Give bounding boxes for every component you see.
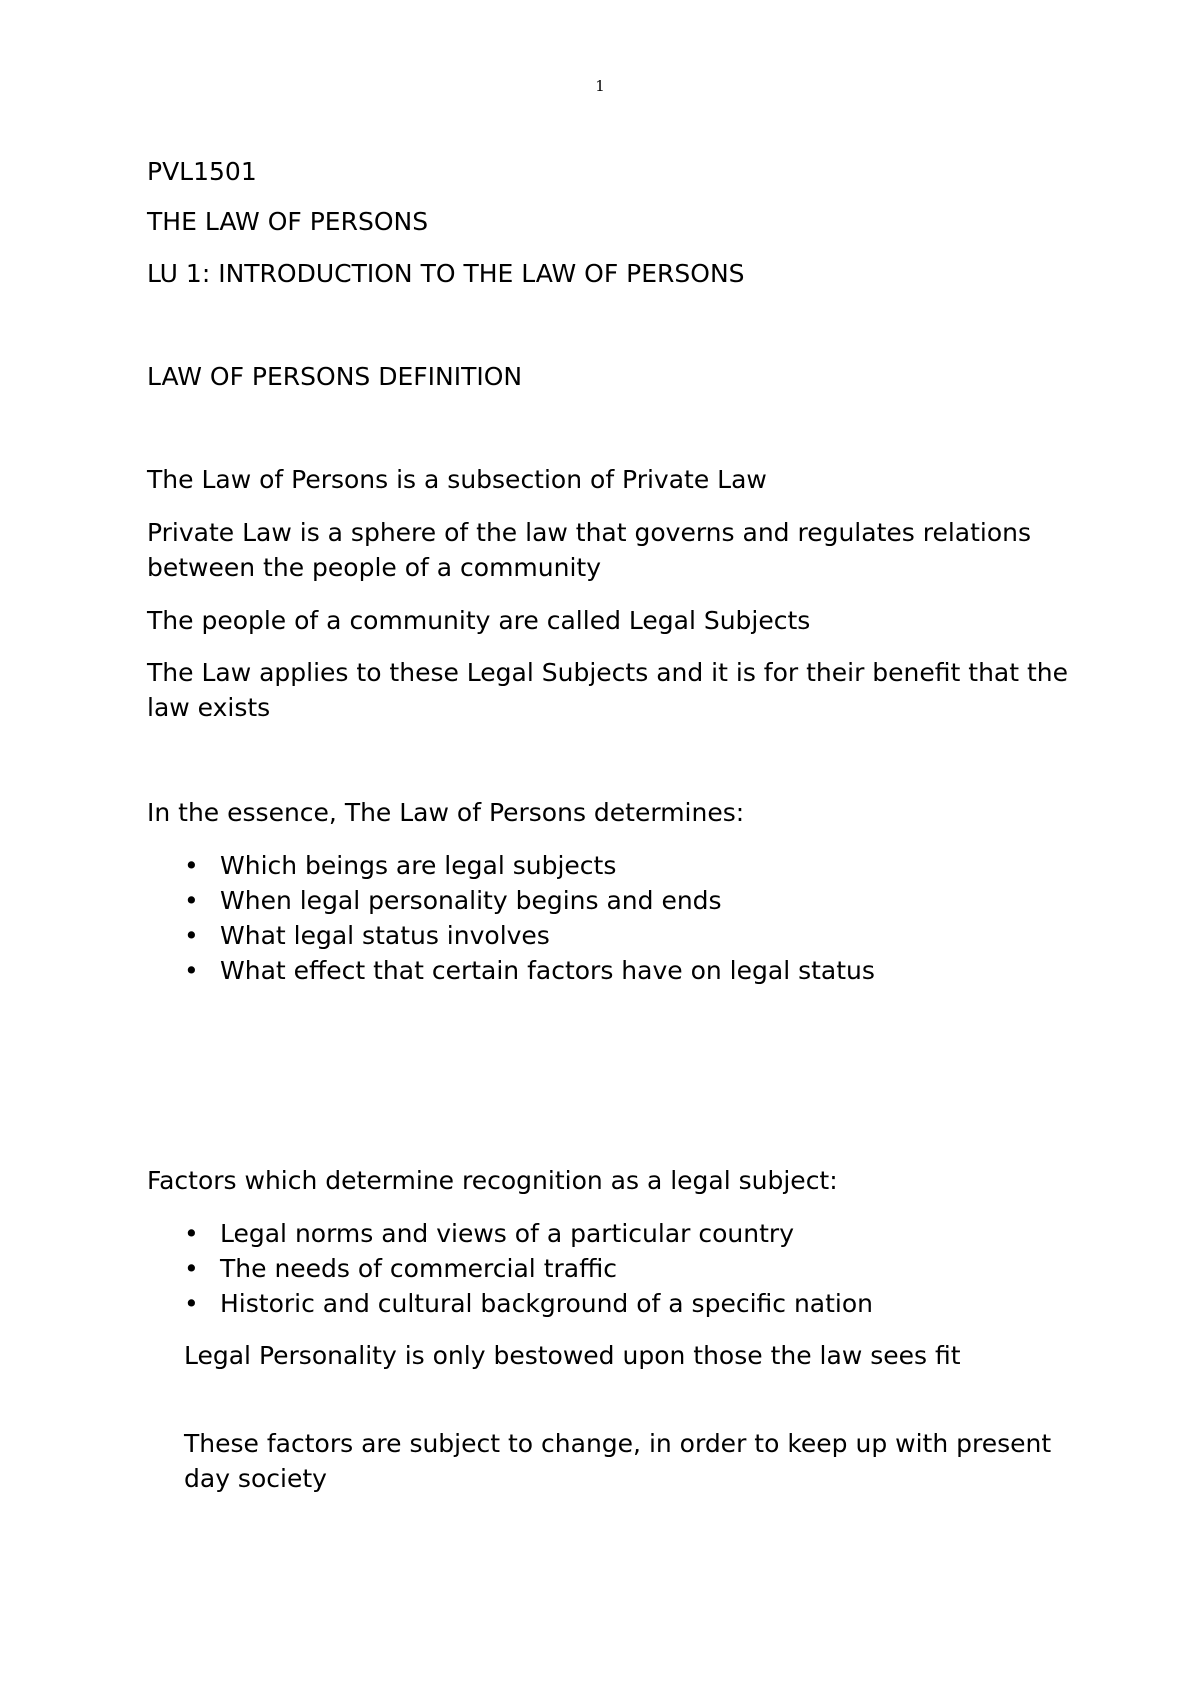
- list-item: [184, 848, 875, 883]
- essence-intro: In the essence, The Law of Persons determines:: [147, 798, 745, 827]
- bullet-icon: •: [184, 956, 199, 985]
- definition-paragraph: The people of a community are called Legal Subjects: [147, 606, 811, 635]
- factors-bullet-list: [184, 1216, 873, 1321]
- definition-paragraph: The Law applies to these Legal Subjects and it is for their benefit that the law exists: [147, 658, 1069, 722]
- list-item: [184, 953, 875, 988]
- list-item: [184, 1216, 873, 1251]
- bullet-icon: •: [184, 851, 199, 880]
- course-title: THE LAW OF PERSONS: [147, 207, 429, 236]
- factors-note: These factors are subject to change, in order to keep up with present day society: [184, 1429, 1052, 1493]
- list-item: [184, 883, 875, 918]
- bullet-icon: •: [184, 1254, 199, 1283]
- definition-paragraph: The Law of Persons is a subsection of Private Law: [147, 465, 767, 494]
- list-item: [184, 918, 875, 953]
- factors-note: Legal Personality is only bestowed upon those the law sees fit: [184, 1341, 961, 1370]
- list-item: [184, 1286, 873, 1321]
- list-item-text: What legal status involves: [220, 921, 550, 950]
- list-item-text: The needs of commercial traffic: [220, 1254, 618, 1283]
- list-item-text: Legal norms and views of a particular country: [220, 1219, 794, 1248]
- bullet-icon: •: [184, 886, 199, 915]
- essence-bullet-list: [184, 848, 875, 988]
- definition-heading: LAW OF PERSONS DEFINITION: [147, 362, 523, 391]
- bullet-icon: •: [184, 921, 199, 950]
- course-code: PVL1501: [147, 157, 257, 186]
- list-item: [184, 1251, 873, 1286]
- page-number: 1: [595, 77, 605, 95]
- list-item-text: When legal personality begins and ends: [220, 886, 722, 915]
- definition-paragraph: Private Law is a sphere of the law that governs and regulates relations between the people of a community: [147, 518, 1032, 582]
- bullet-icon: •: [184, 1289, 199, 1318]
- factors-intro: Factors which determine recognition as a legal subject:: [147, 1166, 838, 1195]
- bullet-icon: •: [184, 1219, 199, 1248]
- list-item-text: Which beings are legal subjects: [220, 851, 617, 880]
- list-item-text: What effect that certain factors have on legal status: [220, 956, 875, 985]
- unit-title: LU 1: INTRODUCTION TO THE LAW OF PERSONS: [147, 259, 745, 288]
- list-item-text: Historic and cultural background of a specific nation: [220, 1289, 874, 1318]
